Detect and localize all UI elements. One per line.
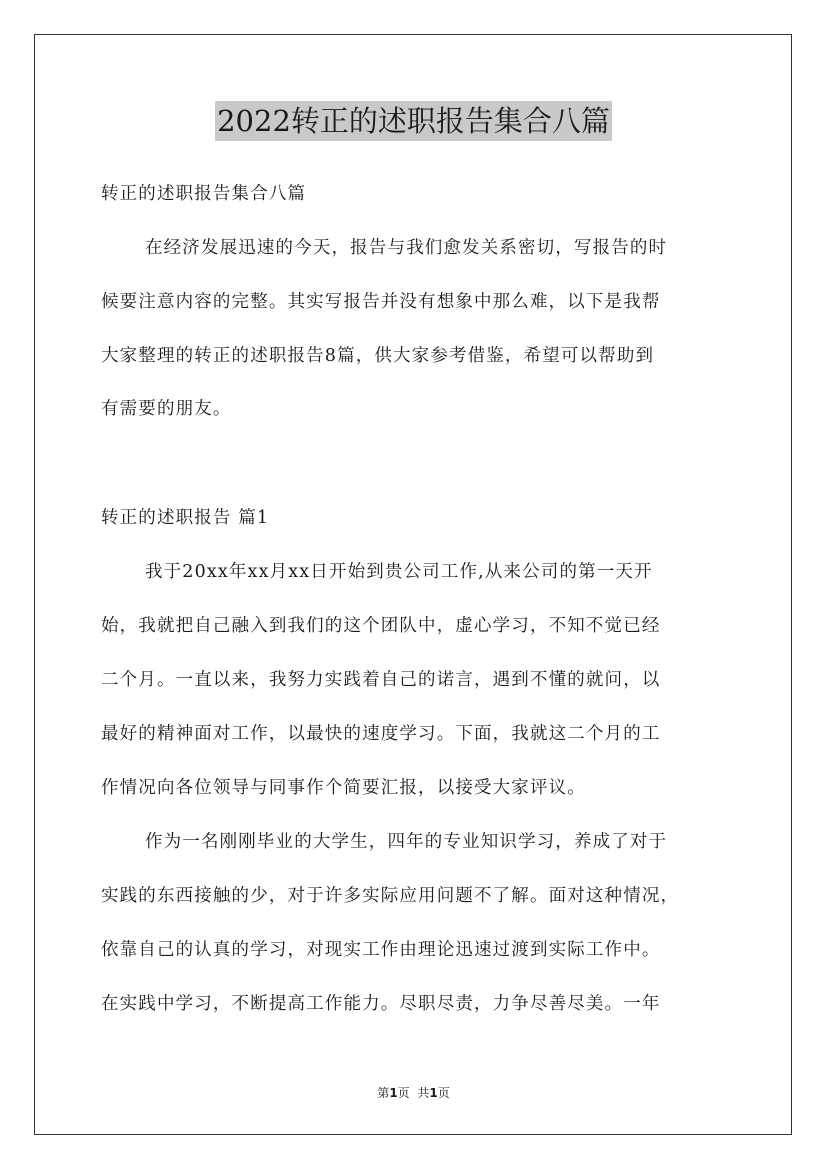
footer-total-unit: 页 (437, 1086, 450, 1100)
paragraph-line: 候要注意内容的完整。其实写报告并没有想象中那么难，以下是我帮 (101, 292, 661, 312)
paragraph-line: 作情况向各位领导与同事作个简要汇报，以接受大家评议。 (101, 778, 586, 798)
paragraph-line: 实践的东西接触的少，对于许多实际应用问题不了解。面对这种情况， (101, 886, 680, 906)
section-heading: 转正的述职报告 篇1 (101, 508, 270, 528)
footer-total-num: 1 (429, 1086, 438, 1100)
footer-page-num: 1 (389, 1086, 398, 1100)
footer-page-prefix: 第 (377, 1086, 390, 1100)
paragraph-line: 始，我就把自己融入到我们的这个团队中，虚心学习，不知不觉已经 (101, 616, 661, 636)
paragraph-line: 依靠自己的认真的学习，对现实工作由理论迅速过渡到实际工作中。 (101, 940, 661, 960)
footer-sep: 共 (409, 1086, 430, 1100)
paragraph-line: 最好的精神面对工作，以最快的速度学习。下面，我就这二个月的工 (101, 724, 661, 744)
title-wrap (0, 101, 827, 141)
document-title: 2022转正的述职报告集合八篇 (215, 101, 612, 141)
paragraph-line: 大家整理的转正的述职报告8篇，供大家参考借鉴，希望可以帮助到 (101, 346, 655, 366)
doc-subtitle: 转正的述职报告集合八篇 (101, 184, 307, 204)
paragraph-line: 在经济发展迅速的今天，报告与我们愈发关系密切，写报告的时 (145, 238, 668, 258)
paragraph-line: 我于20xx年xx月xx日开始到贵公司工作,从来公司的第一天开 (145, 562, 653, 582)
page-footer (0, 1084, 827, 1101)
paragraph-line: 作为一名刚刚毕业的大学生，四年的专业知识学习，养成了对于 (145, 832, 668, 852)
paragraph-line: 二个月。一直以来，我努力实践着自己的诺言，遇到不懂的就问，以 (101, 670, 661, 690)
paragraph-line: 有需要的朋友。 (101, 399, 232, 419)
paragraph-line: 在实践中学习，不断提高工作能力。尽职尽责，力争尽善尽美。一年 (101, 994, 661, 1014)
footer-page-unit: 页 (397, 1086, 410, 1100)
